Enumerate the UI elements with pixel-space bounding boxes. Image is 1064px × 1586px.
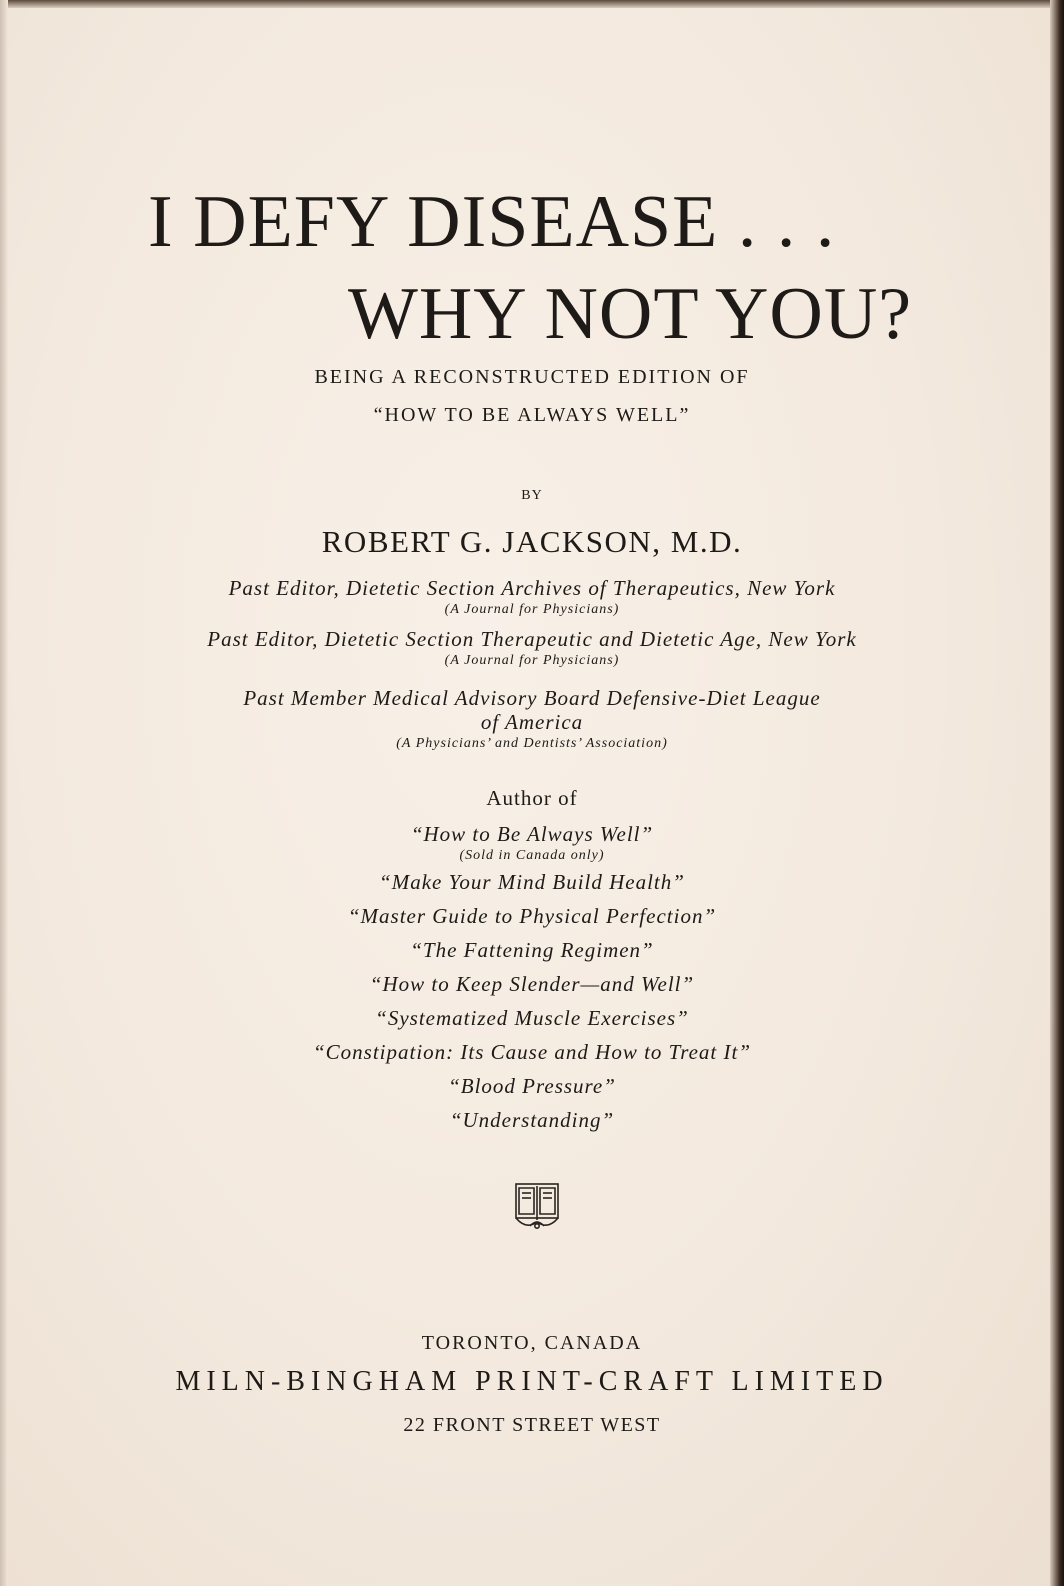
work-title: “Constipation: Its Cause and How to Treat It” xyxy=(312,1040,752,1064)
credential-1-note: (A Journal for Physicians) xyxy=(444,602,620,617)
by-label: BY xyxy=(521,488,543,503)
credential-2-note: (A Journal for Physicians) xyxy=(444,653,620,668)
work-title: “Systematized Muscle Exercises” xyxy=(375,1006,689,1030)
work-title: “How to Keep Slender—and Well” xyxy=(369,972,695,996)
work-title: “Blood Pressure” xyxy=(448,1074,616,1098)
work-title: “Understanding” xyxy=(449,1108,615,1132)
imprint-address: 22 FRONT STREET WEST xyxy=(403,1414,661,1436)
author-of-heading: Author of xyxy=(486,786,578,810)
open-book-printer-mark-icon xyxy=(510,1180,564,1234)
scan-edge-top xyxy=(0,0,1064,8)
work-title: “Master Guide to Physical Perfection” xyxy=(347,904,717,928)
work-title: “Make Your Mind Build Health” xyxy=(379,870,685,894)
work-note: (Sold in Canada only) xyxy=(459,848,605,863)
credential-2: Past Editor, Dietetic Section Therapeutic and Dietetic Age, New York xyxy=(207,627,857,651)
imprint-city: TORONTO, CANADA xyxy=(421,1332,643,1354)
subtitle-line-2: “HOW TO BE ALWAYS WELL” xyxy=(373,404,691,426)
book-title-line-1: I DEFY DISEASE . . . xyxy=(148,181,836,263)
credential-1: Past Editor, Dietetic Section Archives of Therapeutics, New York xyxy=(228,576,836,600)
credential-3-note: (A Physicians’ and Dentists’ Association) xyxy=(396,736,668,751)
book-title-line-2: WHY NOT YOU? xyxy=(348,273,913,355)
subtitle-line-1: BEING A RECONSTRUCTED EDITION OF xyxy=(314,366,750,388)
work-title: “How to Be Always Well” xyxy=(410,822,654,846)
credential-3-continued: of America xyxy=(480,710,584,734)
imprint-publisher: MILN-BINGHAM PRINT-CRAFT LIMITED xyxy=(175,1366,889,1397)
credential-3: Past Member Medical Advisory Board Defensive-Diet League xyxy=(243,686,821,710)
author-name: ROBERT G. JACKSON, M.D. xyxy=(321,524,743,559)
work-title: “The Fattening Regimen” xyxy=(410,938,654,962)
